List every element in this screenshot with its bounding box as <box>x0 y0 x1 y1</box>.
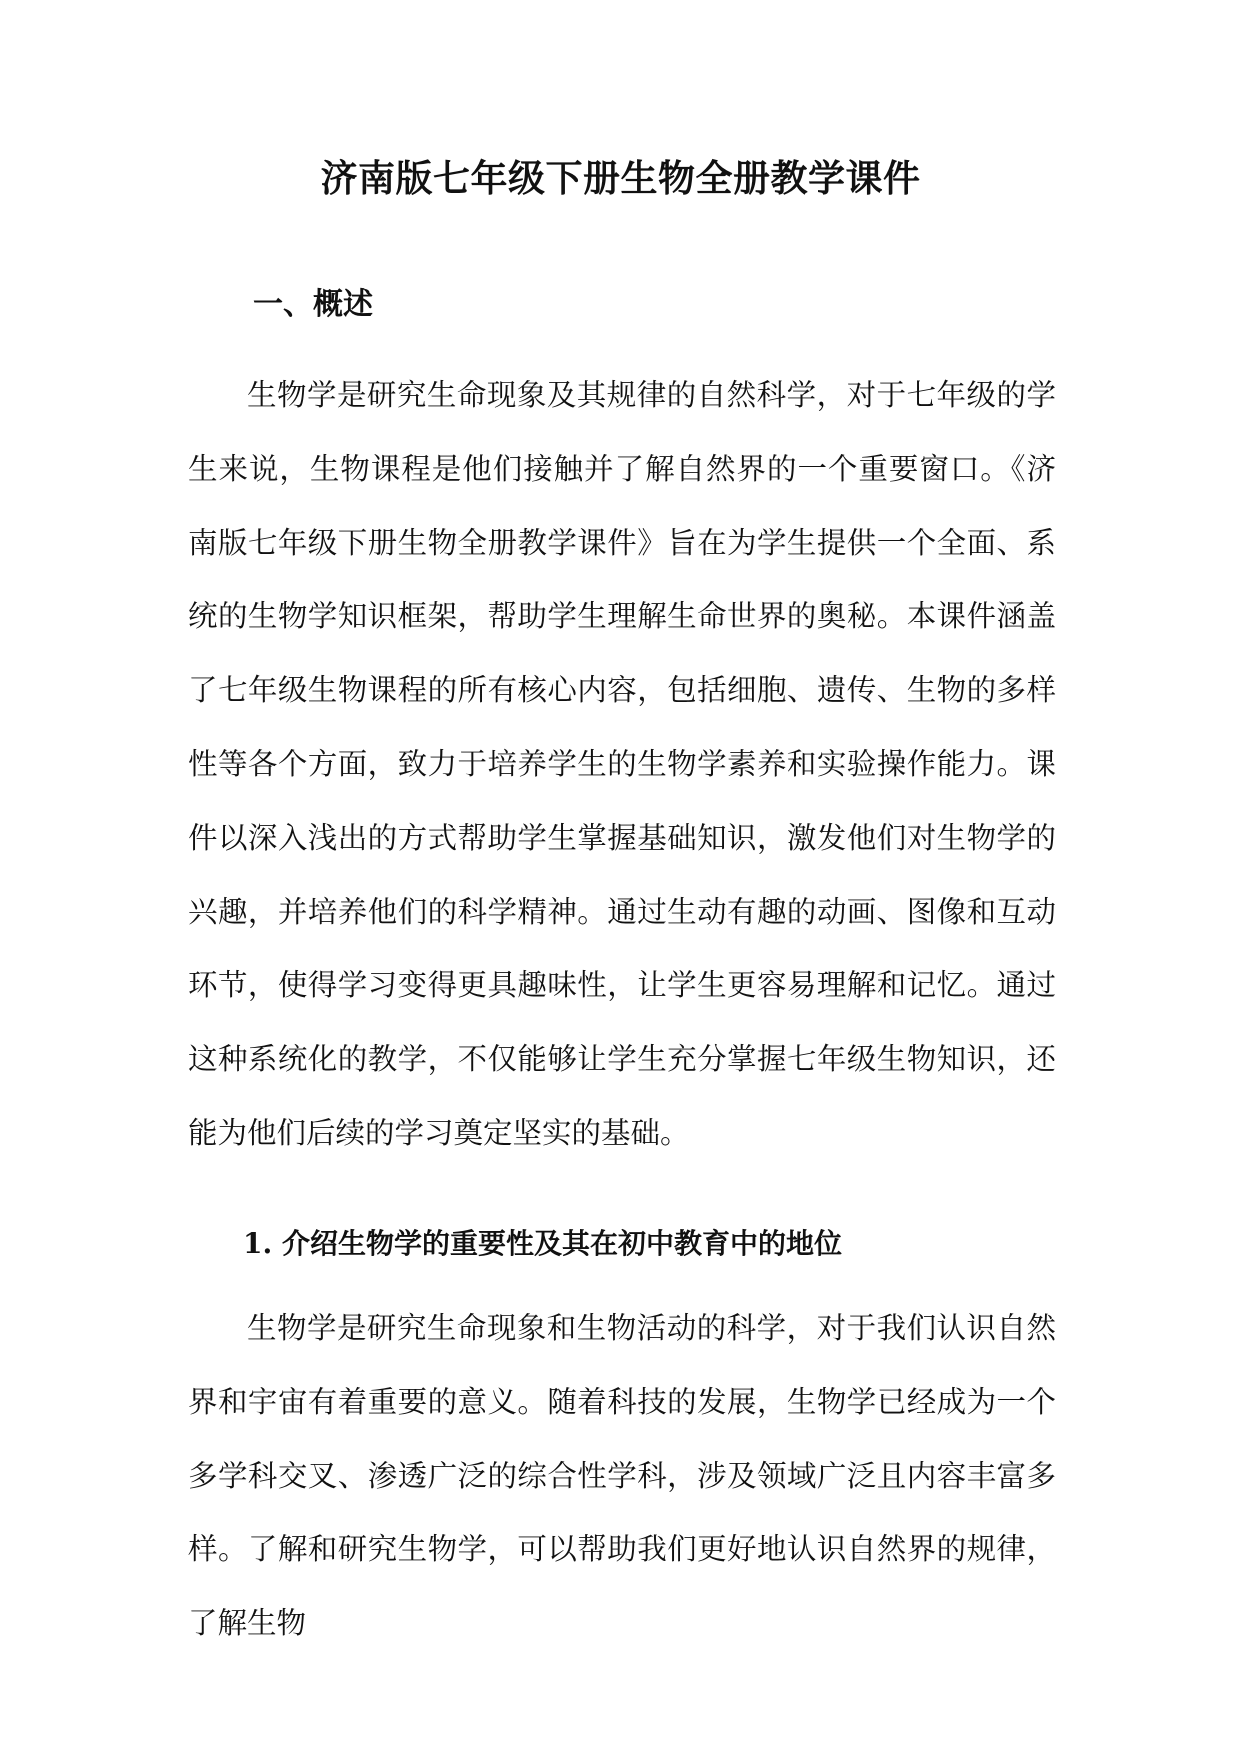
importance-paragraph: 生物学是研究生命现象和生物活动的科学，对于我们认识自然界和宇宙有着重要的意义。随着科技的发展，生物学已经成为一个多学科交叉、渗透广泛的综合性学科，涉及领域广泛且内容丰富多样。了解和研究生物学，可以帮助我们更好地认识自然界的规律，了解生物 <box>188 1311 1056 1641</box>
overview-paragraph: 生物学是研究生命现象及其规律的自然科学，对于七年级的学生来说，生物课程是他们接触并了解自然界的一个重要窗口。《济南版七年级下册生物全册教学课件》旨在为学生提供一个全面、系统的生物学知识框架，帮助学生理解生命世界的奥秘。本课件涵盖了七年级生物课程的所有核心内容，包括细胞、遗传、生物的多样性等各个方面，致力于培养学生的生物学素养和实验操作能力。课件以深入浅出的方式帮助学生掌握基础知识，激发他们对生物学的兴趣，并培养他们的科学精神。通过生动有趣的动画、图像和互动环节，使得学习变得更具趣味性，让学生更容易理解和记忆。通过这种系统化的教学，不仅能够让学生充分掌握七年级生物知识，还能为他们后续的学习奠定坚实的基础。 <box>188 378 1056 1150</box>
document-title: 济南版七年级下册生物全册教学课件 <box>320 156 921 200</box>
subsection-heading-importance: 1. 介绍生物学的重要性及其在初中教育中的地位 <box>243 1227 842 1260</box>
section-heading-overview: 一、概述 <box>253 287 373 322</box>
